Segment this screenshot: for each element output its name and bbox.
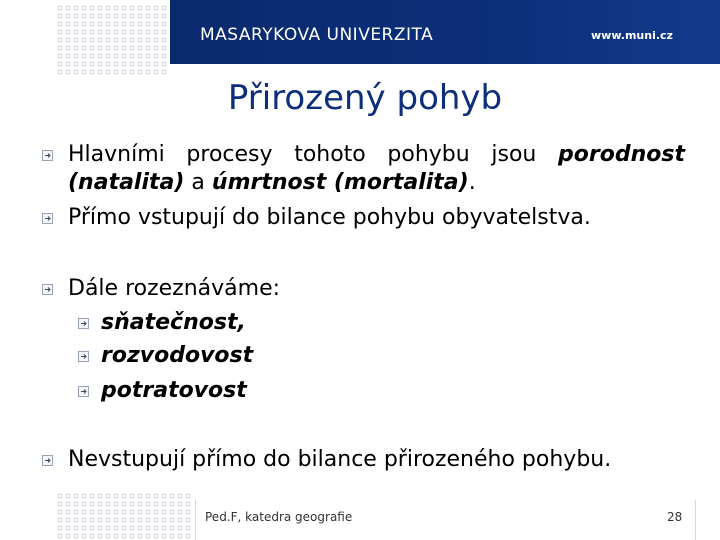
- bullet-3: Dále rozeznáváme:: [68, 276, 281, 301]
- dot-pattern-top: [56, 4, 168, 76]
- bullet-arrow-icon: [42, 455, 53, 466]
- sub-item: potratovost: [101, 378, 247, 403]
- bullet-1-connector: a: [184, 170, 212, 195]
- dot-pattern-bottom: [56, 492, 192, 540]
- bullet-1-word: tohoto: [294, 142, 366, 167]
- university-name: MASARYKOVA UNIVERZITA: [200, 25, 434, 45]
- bullet-arrow-icon: [42, 150, 53, 161]
- bullet-4: Nevstupují přímo do bilance přirozeného pohybu.: [68, 447, 612, 472]
- bullet-1-emphasis: úmrtnost (mortalita): [211, 170, 469, 195]
- sub-bullet-arrow-icon: [78, 351, 89, 362]
- page-number: 28: [667, 510, 683, 524]
- footer-divider: [195, 500, 196, 540]
- header-bar: [0, 0, 720, 64]
- slide-title: Přirozený pohyb: [227, 78, 503, 118]
- sub-item: sňatečnost,: [101, 310, 246, 335]
- bullet-1-period: .: [468, 170, 476, 195]
- footer-text: Ped.F, katedra geografie: [205, 510, 353, 524]
- bullet-1-emphasis: porodnost: [558, 142, 685, 167]
- bullet-1-word: Hlavními: [68, 142, 165, 167]
- bullet-1-word: pohybu: [387, 142, 470, 167]
- bullet-1-emphasis: (natalita): [68, 170, 185, 195]
- bullet-1-line-1: [68, 144, 685, 166]
- sub-bullet-arrow-icon: [78, 318, 89, 329]
- sub-bullet-arrow-icon: [78, 386, 89, 397]
- bullet-2: Přímo vstupují do bilance pohybu obyvatelstva.: [68, 205, 591, 230]
- bullet-arrow-icon: [42, 213, 53, 224]
- footer-divider: [695, 500, 696, 540]
- bullet-1-word: jsou: [491, 142, 537, 167]
- website-link[interactable]: www.muni.cz: [591, 29, 673, 42]
- sub-item: rozvodovost: [101, 343, 254, 368]
- bullet-1-word: procesy: [186, 142, 273, 167]
- bullet-1-line-2: [68, 172, 476, 194]
- bullet-arrow-icon: [42, 284, 53, 295]
